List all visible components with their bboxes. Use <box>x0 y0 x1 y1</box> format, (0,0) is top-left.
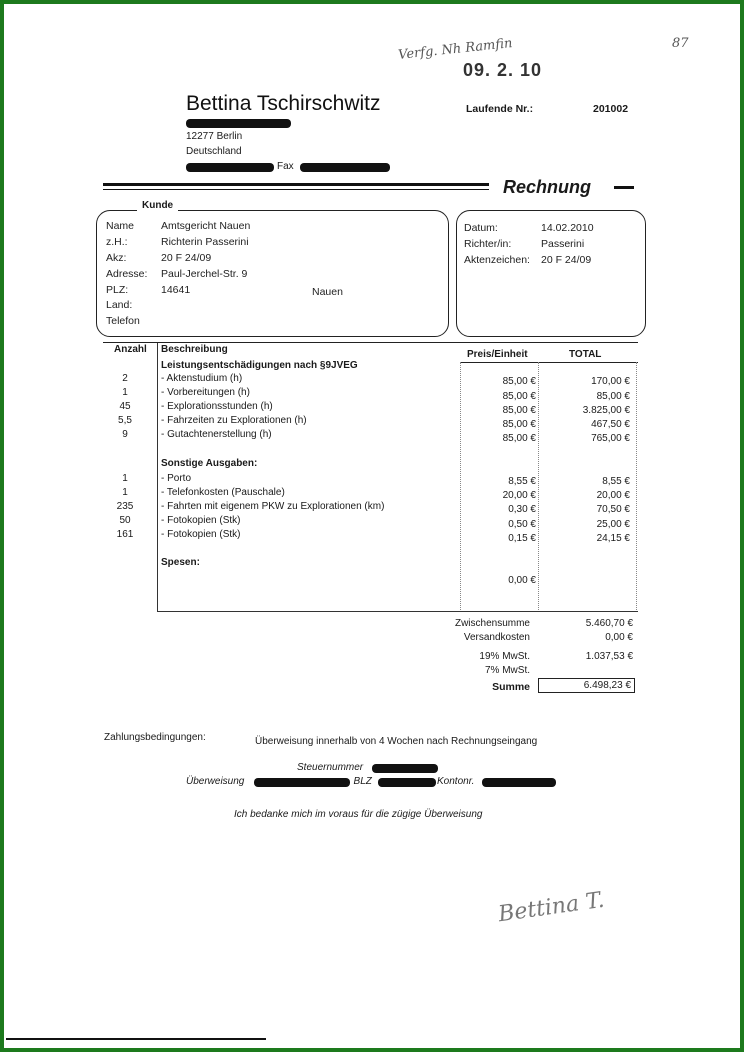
customer-plz: 14641 <box>161 284 191 296</box>
judge-name: Passerini <box>541 238 585 250</box>
running-no: 201002 <box>593 103 629 115</box>
customer-zh: Richterin Passerini <box>161 236 249 248</box>
country-label: Land: <box>106 299 133 311</box>
redacted-tax-number <box>372 764 438 773</box>
address-label: Adresse: <box>106 268 148 280</box>
account-label: Kontonr. <box>437 776 475 787</box>
sum-value: 6.498,23 € <box>583 680 631 691</box>
table-row-desc: - Fahrzeiten zu Explorationen (h) <box>161 415 307 426</box>
invoice-title: Rechnung <box>503 177 591 197</box>
customer-section-label: Kunde <box>137 200 178 211</box>
bottom-edge-line <box>6 1038 266 1040</box>
name-label: Name <box>106 220 135 232</box>
redacted-bank-name <box>254 778 350 787</box>
table-row-unit: 85,00 € <box>502 391 536 402</box>
subtotal-value: 5.460,70 € <box>585 618 633 629</box>
table-row-desc: - Fotokopien (Stk) <box>161 529 241 540</box>
column-divider-right <box>636 362 637 612</box>
thank-you-note: Ich bedanke mich im voraus für die zügige Überweisung <box>234 809 483 820</box>
redacted-fax <box>300 163 390 172</box>
sender-name: Bettina Tschirschwitz <box>186 92 381 115</box>
handwritten-corner-mark: 87 <box>672 36 689 51</box>
redacted-phone <box>186 163 274 172</box>
plz-label: PLZ: <box>106 284 129 296</box>
table-row-desc: - Vorbereitungen (h) <box>161 387 250 398</box>
running-no-label: Laufende Nr.: <box>466 103 534 115</box>
table-row-qty: 45 <box>119 401 131 412</box>
vat7-label: 7% MwSt. <box>484 665 530 676</box>
table-row-unit: 0,30 € <box>508 504 536 515</box>
judge-label: Richter/in: <box>464 238 512 250</box>
table-row-qty: 1 <box>122 487 128 498</box>
col-header-desc: Beschreibung <box>161 344 228 355</box>
handwritten-note: Verfg. Nh Ramfin <box>397 36 514 63</box>
table-row-qty: 235 <box>116 501 134 512</box>
table-row-total: 765,00 € <box>591 433 630 444</box>
table-row-qty: 50 <box>119 515 131 526</box>
table-row-qty: 2 <box>122 373 128 384</box>
header-underline <box>460 362 638 363</box>
table-row-desc: - Explorationsstunden (h) <box>161 401 273 412</box>
redacted-blz <box>378 778 436 787</box>
sender-city: 12277 Berlin <box>186 131 243 142</box>
table-row-total: 20,00 € <box>596 490 630 501</box>
table-row-total: 70,50 € <box>596 504 630 515</box>
payment-terms: Überweisung innerhalb von 4 Wochen nach Rechnungseingang <box>255 736 538 747</box>
file-no: 20 F 24/09 <box>541 254 592 266</box>
table-row-qty: 5,5 <box>118 415 132 426</box>
table-row-qty: 1 <box>122 387 128 398</box>
payment-terms-label: Zahlungsbedingungen: <box>104 732 206 743</box>
table-row-desc: - Telefonkosten (Pauschale) <box>161 487 285 498</box>
table-row-unit: 8,55 € <box>508 476 536 487</box>
table-row-total: 467,50 € <box>591 419 630 430</box>
invoice-date: 14.02.2010 <box>541 222 594 234</box>
table-row-qty: 9 <box>122 429 128 440</box>
vat19-value: 1.037,53 € <box>585 651 633 662</box>
customer-akz: 20 F 24/09 <box>161 252 212 264</box>
table-row-total: 3.825,00 € <box>582 405 630 416</box>
section-services: Leistungsentschädigungen nach §9JVEG <box>161 360 358 371</box>
table-row-qty: 161 <box>116 529 134 540</box>
sum-label: Summe <box>492 681 530 693</box>
customer-name: Amtsgericht Nauen <box>161 220 251 232</box>
bank-transfer-label: Überweisung <box>186 776 245 787</box>
col-header-unit: Preis/Einheit <box>467 349 528 360</box>
column-divider-total <box>538 362 539 612</box>
table-row-total: 8,55 € <box>602 476 630 487</box>
table-row-total: 24,15 € <box>596 533 630 544</box>
column-divider-unit <box>460 362 461 612</box>
table-row-unit: 85,00 € <box>502 433 536 444</box>
table-row-unit: 85,00 € <box>502 376 536 387</box>
vat19-label: 19% MwSt. <box>479 651 530 662</box>
file-no-label: Aktenzeichen: <box>464 254 530 266</box>
phone-label: Telefon <box>106 315 140 327</box>
table-row-total: 85,00 € <box>596 391 630 402</box>
date-label: Datum: <box>464 222 498 234</box>
tax-number-label: Steuernummer <box>297 762 364 773</box>
col-header-total: TOTAL <box>569 349 602 360</box>
customer-city: Nauen <box>312 286 343 298</box>
akz-label: Akz: <box>106 252 127 264</box>
table-row-unit: 85,00 € <box>502 405 536 416</box>
received-stamp-date: 09. 2. 10 <box>463 60 543 80</box>
section-other-expenses: Sonstige Ausgaben: <box>161 458 258 469</box>
table-row-unit: 0,50 € <box>508 519 536 530</box>
title-rule-thin <box>103 189 489 190</box>
title-rule <box>103 183 489 186</box>
column-divider-qty <box>157 343 158 612</box>
zh-label: z.H.: <box>106 236 128 248</box>
table-row-unit: 0,15 € <box>508 533 536 544</box>
blz-label: , BLZ <box>348 776 372 787</box>
table-row-qty: 1 <box>122 473 128 484</box>
sender-country: Deutschland <box>186 146 242 157</box>
table-row-desc: - Gutachtenerstellung (h) <box>161 429 272 440</box>
table-row-total: 170,00 € <box>591 376 630 387</box>
table-bottom-rule <box>157 611 638 612</box>
table-row-total: 25,00 € <box>596 519 630 530</box>
handwritten-signature: Bettina T. <box>496 887 606 928</box>
redacted-account <box>482 778 556 787</box>
col-header-qty: Anzahl <box>114 344 147 355</box>
subtotal-label: Zwischensumme <box>454 618 530 629</box>
shipping-label: Versandkosten <box>463 632 530 643</box>
table-row-desc: - Fahrten mit eigenem PKW zu Explorationen (km) <box>161 501 385 512</box>
table-row-desc: - Porto <box>161 473 192 484</box>
section-expenses: Spesen: <box>161 557 200 568</box>
customer-address: Paul-Jerchel-Str. 9 <box>161 268 248 280</box>
table-top-rule <box>103 342 638 343</box>
table-row-desc: - Aktenstudium (h) <box>161 373 243 384</box>
expenses-unit-price: 0,00 € <box>508 575 536 586</box>
title-dash <box>614 186 634 189</box>
shipping-value: 0,00 € <box>605 632 633 643</box>
redacted-street <box>186 119 291 128</box>
table-row-unit: 20,00 € <box>502 490 536 501</box>
table-row-desc: - Fotokopien (Stk) <box>161 515 241 526</box>
fax-label: Fax <box>277 161 294 172</box>
table-row-unit: 85,00 € <box>502 419 536 430</box>
customer-box <box>96 210 449 337</box>
